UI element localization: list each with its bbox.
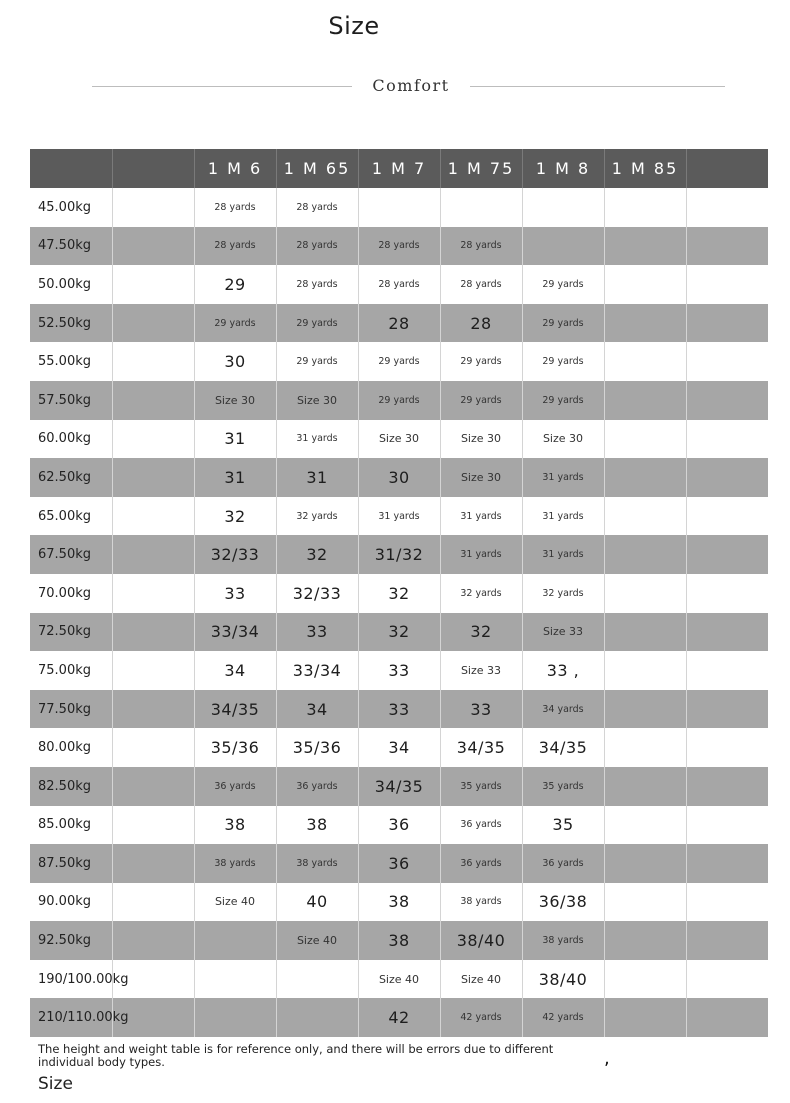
- size-cell: [686, 458, 768, 497]
- weight-cell: 90.00kg: [30, 883, 112, 922]
- size-cell: 32: [276, 535, 358, 574]
- size-cell: [112, 227, 194, 266]
- size-cell: [112, 728, 194, 767]
- weight-cell: 85.00kg: [30, 806, 112, 845]
- size-cell: 31 yards: [440, 535, 522, 574]
- size-cell: 30: [358, 458, 440, 497]
- size-cell: 35/36: [276, 728, 358, 767]
- size-cell: 31 yards: [440, 497, 522, 536]
- size-cell: [686, 535, 768, 574]
- size-cell: 35 yards: [440, 767, 522, 806]
- size-cell: [604, 188, 686, 227]
- header-row: [30, 149, 768, 188]
- weight-cell: 75.00kg: [30, 651, 112, 690]
- column-header: 1 M 6: [194, 149, 276, 188]
- size-cell: [686, 342, 768, 381]
- size-cell: 34: [194, 651, 276, 690]
- size-cell: [194, 960, 276, 999]
- size-cell: [112, 381, 194, 420]
- weight-cell: 60.00kg: [30, 420, 112, 459]
- size-cell: 31: [276, 458, 358, 497]
- size-cell: [112, 342, 194, 381]
- size-cell: 29 yards: [522, 265, 604, 304]
- size-cell: [686, 998, 768, 1037]
- size-cell: 31: [194, 458, 276, 497]
- size-cell: [604, 574, 686, 613]
- size-cell: [604, 227, 686, 266]
- size-cell: Size 40: [194, 883, 276, 922]
- size-cell: [686, 728, 768, 767]
- size-cell: Size 33: [440, 651, 522, 690]
- size-cell: 32/33: [276, 574, 358, 613]
- table-row: [30, 265, 768, 304]
- size-cell: 31 yards: [522, 535, 604, 574]
- size-cell: 28 yards: [194, 188, 276, 227]
- weight-cell: 87.50kg: [30, 844, 112, 883]
- size-cell: 28 yards: [276, 227, 358, 266]
- size-cell: [112, 188, 194, 227]
- size-cell: [604, 728, 686, 767]
- disclaimer-note: The height and weight table is for reference only, and there will be errors due to different individual body types.: [38, 1042, 554, 1069]
- column-header: 1 M 75: [440, 149, 522, 188]
- size-cell: 29 yards: [358, 342, 440, 381]
- size-cell: 33 ,: [522, 651, 604, 690]
- size-cell: 30: [194, 342, 276, 381]
- size-cell: 29 yards: [440, 381, 522, 420]
- size-cell: 28 yards: [440, 265, 522, 304]
- size-cell: [686, 883, 768, 922]
- table-row: [30, 767, 768, 806]
- size-cell: [604, 998, 686, 1037]
- size-cell: [686, 227, 768, 266]
- table-row: [30, 883, 768, 922]
- column-header: 1 M 65: [276, 149, 358, 188]
- size-cell: 29: [194, 265, 276, 304]
- size-cell: 38: [358, 883, 440, 922]
- size-cell: Size 40: [358, 960, 440, 999]
- size-cell: 38/40: [440, 921, 522, 960]
- table-row: [30, 227, 768, 266]
- size-cell: 33: [194, 574, 276, 613]
- divider-left: [92, 86, 352, 87]
- size-cell: [604, 883, 686, 922]
- weight-cell: 82.50kg: [30, 767, 112, 806]
- size-cell: 32 yards: [276, 497, 358, 536]
- size-cell: 38: [358, 921, 440, 960]
- page-title: Size: [328, 12, 380, 40]
- size-cell: [686, 651, 768, 690]
- size-cell: [604, 304, 686, 343]
- column-header: [112, 149, 194, 188]
- column-header: 1 M 7: [358, 149, 440, 188]
- table-row: [30, 921, 768, 960]
- size-cell: [604, 381, 686, 420]
- table-row: [30, 458, 768, 497]
- table-row: [30, 420, 768, 459]
- size-cell: 42 yards: [522, 998, 604, 1037]
- size-cell: Size 30: [276, 381, 358, 420]
- size-cell: 38 yards: [276, 844, 358, 883]
- size-cell: [686, 304, 768, 343]
- size-cell: [604, 613, 686, 652]
- size-cell: 34 yards: [522, 690, 604, 729]
- size-cell: [604, 420, 686, 459]
- size-cell: [604, 690, 686, 729]
- size-cell: Size 40: [276, 921, 358, 960]
- size-cell: Size 30: [440, 420, 522, 459]
- size-cell: 36 yards: [194, 767, 276, 806]
- size-cell: 38 yards: [194, 844, 276, 883]
- size-cell: [112, 921, 194, 960]
- size-cell: [112, 497, 194, 536]
- stray-mark: ,: [604, 1048, 610, 1069]
- size-cell: [276, 960, 358, 999]
- weight-cell: 55.00kg: [30, 342, 112, 381]
- size-cell: 38/40: [522, 960, 604, 999]
- footer-label: Size: [38, 1074, 73, 1094]
- table-row: [30, 381, 768, 420]
- size-cell: [112, 613, 194, 652]
- size-cell: 28 yards: [276, 188, 358, 227]
- size-cell: Size 30: [194, 381, 276, 420]
- table-row: [30, 690, 768, 729]
- weight-cell: 45.00kg: [30, 188, 112, 227]
- weight-cell: 92.50kg: [30, 921, 112, 960]
- size-cell: Size 30: [522, 420, 604, 459]
- size-cell: [194, 921, 276, 960]
- size-cell: 42: [358, 998, 440, 1037]
- size-cell: 28 yards: [440, 227, 522, 266]
- size-cell: 29 yards: [358, 381, 440, 420]
- size-cell: 31 yards: [522, 497, 604, 536]
- column-header: 1 M 8: [522, 149, 604, 188]
- weight-cell: 70.00kg: [30, 574, 112, 613]
- weight-cell: 47.50kg: [30, 227, 112, 266]
- size-cell: [604, 265, 686, 304]
- size-cell: [604, 806, 686, 845]
- size-cell: 29 yards: [276, 304, 358, 343]
- size-cell: [112, 265, 194, 304]
- size-cell: Size 33: [522, 613, 604, 652]
- size-cell: [686, 574, 768, 613]
- size-cell: 33/34: [276, 651, 358, 690]
- size-cell: Size 30: [358, 420, 440, 459]
- size-cell: [112, 574, 194, 613]
- size-cell: 38: [276, 806, 358, 845]
- table-row: [30, 960, 768, 999]
- weight-cell: 57.50kg: [30, 381, 112, 420]
- size-cell: 29 yards: [194, 304, 276, 343]
- weight-cell: 62.50kg: [30, 458, 112, 497]
- size-cell: 31 yards: [522, 458, 604, 497]
- size-cell: 31/32: [358, 535, 440, 574]
- size-cell: 38 yards: [440, 883, 522, 922]
- size-cell: 29 yards: [522, 381, 604, 420]
- table-row: [30, 497, 768, 536]
- size-cell: [686, 381, 768, 420]
- size-cell: 29 yards: [276, 342, 358, 381]
- table-body: [30, 188, 768, 1037]
- size-cell: 36 yards: [276, 767, 358, 806]
- table-header: [30, 149, 768, 188]
- size-cell: 33: [358, 651, 440, 690]
- size-cell: 32: [440, 613, 522, 652]
- size-cell: 40: [276, 883, 358, 922]
- weight-cell: 52.50kg: [30, 304, 112, 343]
- size-cell: 31 yards: [358, 497, 440, 536]
- weight-cell: 67.50kg: [30, 535, 112, 574]
- size-cell: [686, 497, 768, 536]
- weight-cell: 65.00kg: [30, 497, 112, 536]
- size-cell: [686, 844, 768, 883]
- size-cell: 34/35: [358, 767, 440, 806]
- size-cell: [686, 613, 768, 652]
- size-cell: Size 30: [440, 458, 522, 497]
- size-cell: [112, 690, 194, 729]
- weight-cell: 80.00kg: [30, 728, 112, 767]
- size-cell: [604, 342, 686, 381]
- column-header: [686, 149, 768, 188]
- size-cell: [604, 497, 686, 536]
- table-row: [30, 728, 768, 767]
- size-cell: [604, 535, 686, 574]
- size-cell: 29 yards: [522, 304, 604, 343]
- size-cell: [604, 921, 686, 960]
- weight-cell: 72.50kg: [30, 613, 112, 652]
- size-cell: 33: [276, 613, 358, 652]
- size-cell: [112, 651, 194, 690]
- weight-cell: 77.50kg: [30, 690, 112, 729]
- size-cell: 36: [358, 844, 440, 883]
- size-cell: [604, 767, 686, 806]
- table-row: [30, 342, 768, 381]
- size-cell: [604, 651, 686, 690]
- size-cell: [686, 690, 768, 729]
- table-row: [30, 188, 768, 227]
- size-cell: 29 yards: [440, 342, 522, 381]
- size-cell: [112, 767, 194, 806]
- size-cell: [686, 767, 768, 806]
- size-cell: 35 yards: [522, 767, 604, 806]
- size-cell: 32 yards: [522, 574, 604, 613]
- table-row: [30, 574, 768, 613]
- size-cell: [686, 921, 768, 960]
- size-cell: 35/36: [194, 728, 276, 767]
- table-row: [30, 535, 768, 574]
- size-cell: 34/35: [194, 690, 276, 729]
- weight-cell: 210/110.00kg: [30, 998, 112, 1037]
- size-cell: [112, 844, 194, 883]
- size-cell: 33/34: [194, 613, 276, 652]
- size-cell: [112, 883, 194, 922]
- size-cell: 29 yards: [522, 342, 604, 381]
- size-cell: [522, 188, 604, 227]
- size-cell: 36/38: [522, 883, 604, 922]
- size-cell: 36 yards: [522, 844, 604, 883]
- size-cell: 28 yards: [194, 227, 276, 266]
- size-cell: 32 yards: [440, 574, 522, 613]
- size-cell: 34: [358, 728, 440, 767]
- table-row: [30, 844, 768, 883]
- size-cell: 38: [194, 806, 276, 845]
- size-cell: [194, 998, 276, 1037]
- size-cell: 38 yards: [522, 921, 604, 960]
- size-cell: Size 40: [440, 960, 522, 999]
- size-cell: 32: [194, 497, 276, 536]
- size-cell: 33: [358, 690, 440, 729]
- table-row: [30, 651, 768, 690]
- weight-cell: 50.00kg: [30, 265, 112, 304]
- size-cell: [522, 227, 604, 266]
- size-cell: [440, 188, 522, 227]
- size-cell: [686, 806, 768, 845]
- size-cell: [358, 188, 440, 227]
- size-cell: [276, 998, 358, 1037]
- size-cell: [686, 420, 768, 459]
- size-cell: [686, 265, 768, 304]
- size-cell: [686, 960, 768, 999]
- size-cell: [604, 960, 686, 999]
- size-cell: [112, 458, 194, 497]
- size-cell: [112, 420, 194, 459]
- table-row: [30, 613, 768, 652]
- size-cell: 28: [440, 304, 522, 343]
- size-cell: [112, 304, 194, 343]
- size-cell: 34/35: [440, 728, 522, 767]
- section-subtitle: Comfort: [372, 76, 450, 95]
- size-cell: 35: [522, 806, 604, 845]
- table-row: [30, 998, 768, 1037]
- size-table: [30, 149, 768, 1037]
- column-header: [30, 149, 112, 188]
- size-cell: 28 yards: [276, 265, 358, 304]
- size-cell: [686, 188, 768, 227]
- size-cell: [604, 458, 686, 497]
- size-cell: 31 yards: [276, 420, 358, 459]
- size-cell: [112, 806, 194, 845]
- divider-right: [470, 86, 725, 87]
- size-cell: 32/33: [194, 535, 276, 574]
- size-cell: 33: [440, 690, 522, 729]
- table-row: [30, 304, 768, 343]
- size-cell: [112, 535, 194, 574]
- size-cell: 34/35: [522, 728, 604, 767]
- size-cell: 31: [194, 420, 276, 459]
- size-cell: 36: [358, 806, 440, 845]
- table-row: [30, 806, 768, 845]
- column-header: 1 M 85: [604, 149, 686, 188]
- weight-cell: 190/100.00kg: [30, 960, 112, 999]
- size-cell: 36 yards: [440, 844, 522, 883]
- size-cell: 36 yards: [440, 806, 522, 845]
- size-cell: 32: [358, 574, 440, 613]
- size-cell: 42 yards: [440, 998, 522, 1037]
- size-cell: 32: [358, 613, 440, 652]
- size-cell: [604, 844, 686, 883]
- size-cell: 28 yards: [358, 227, 440, 266]
- size-cell: 34: [276, 690, 358, 729]
- size-cell: 28 yards: [358, 265, 440, 304]
- size-cell: 28: [358, 304, 440, 343]
